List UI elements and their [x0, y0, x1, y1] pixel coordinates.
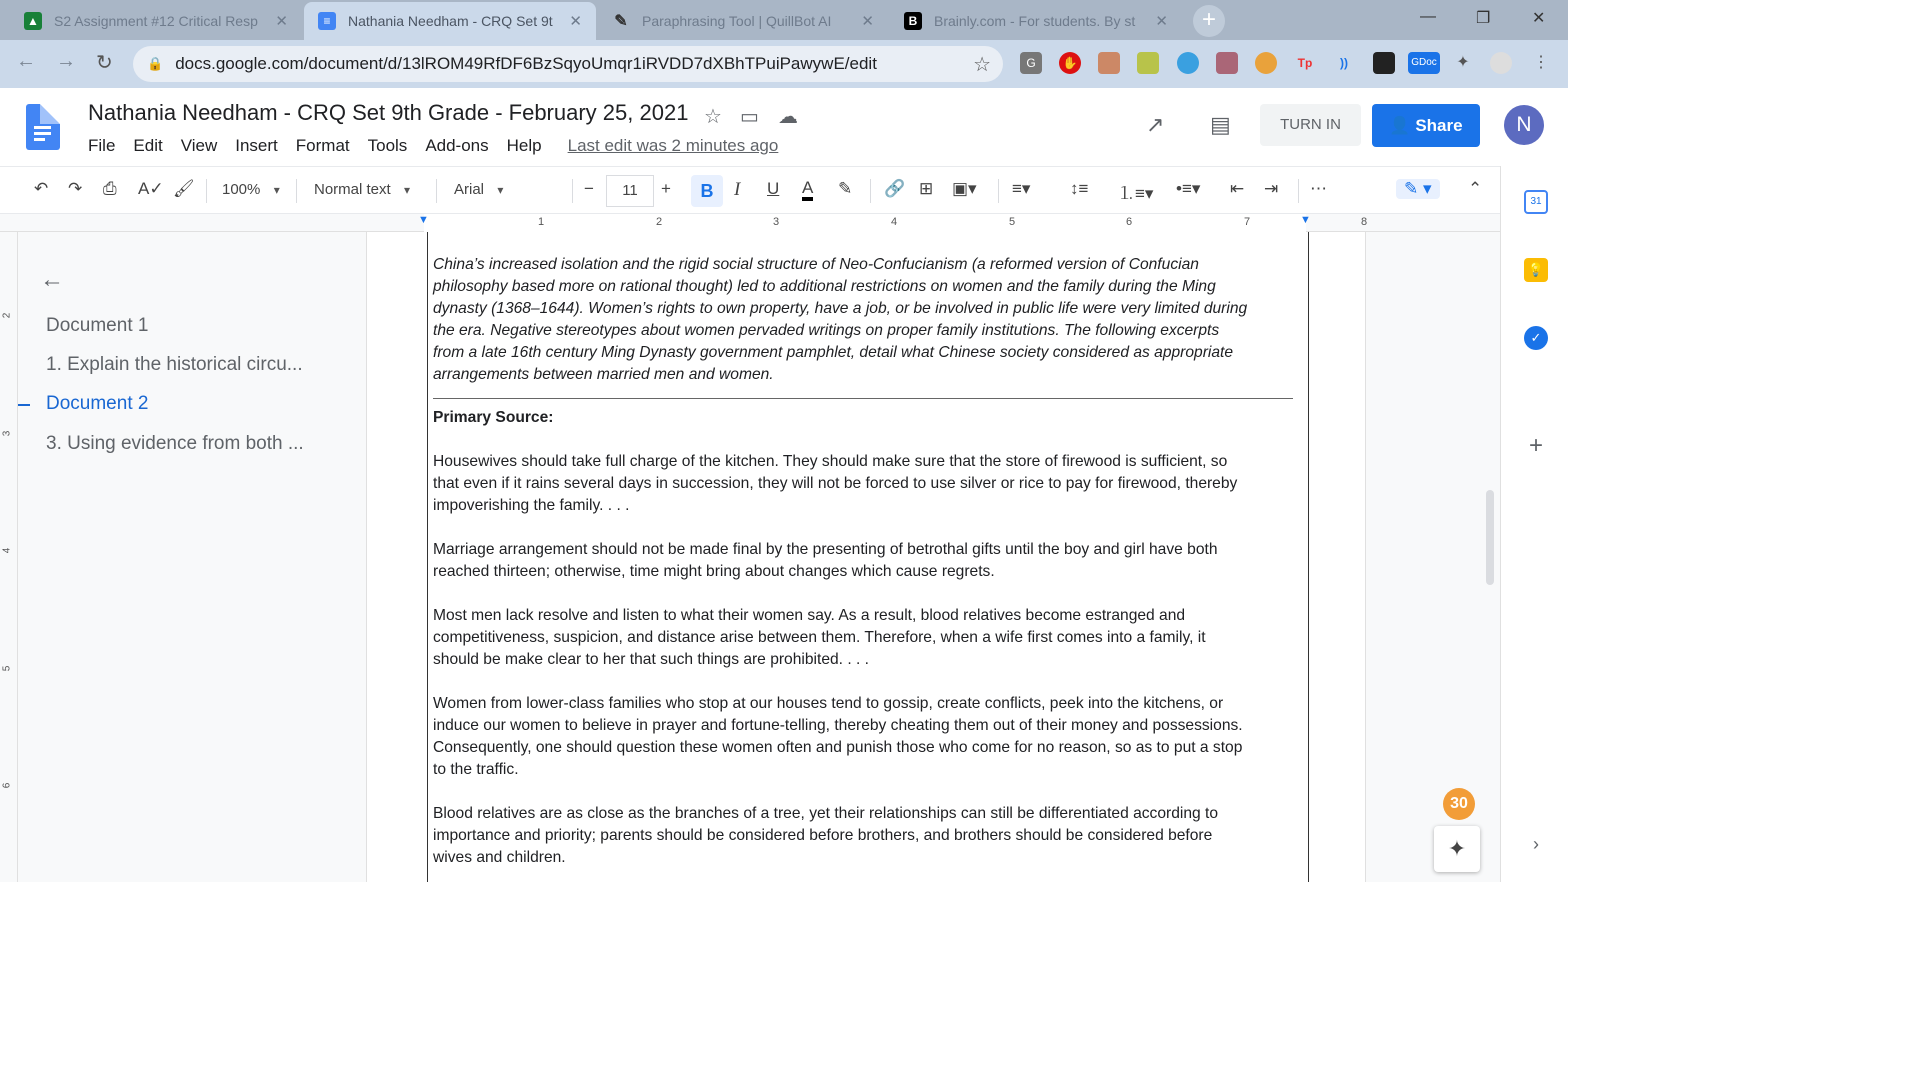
extension-gdoc-icon[interactable]: GDoc	[1408, 52, 1440, 74]
source-excerpts	[433, 429, 1313, 869]
underline-button[interactable]: U	[767, 179, 780, 198]
vertical-ruler[interactable]	[0, 232, 18, 882]
extension-stop-icon[interactable]: ✋	[1059, 52, 1081, 74]
new-tab-button[interactable]: +	[1193, 5, 1225, 37]
star-icon[interactable]: ☆	[704, 106, 722, 128]
extension-hardhat-icon[interactable]	[1255, 52, 1277, 74]
extension-plant-icon[interactable]	[1137, 52, 1159, 74]
cloud-status-icon[interactable]: ☁	[778, 106, 798, 128]
close-icon[interactable]: ✕	[569, 13, 582, 30]
address-bar-row	[0, 40, 1568, 88]
extension-wave-icon[interactable]: ))	[1340, 56, 1348, 70]
print-icon[interactable]: ⎙	[103, 179, 117, 198]
tab-docs[interactable]	[304, 2, 596, 40]
ruler-label: 7	[1244, 216, 1251, 228]
bold-button[interactable]: B	[691, 175, 723, 207]
extension-dark-icon[interactable]	[1373, 52, 1395, 74]
line-spacing-icon[interactable]: ↕≡	[1070, 179, 1089, 198]
menu-insert[interactable]: Insert	[235, 136, 278, 155]
outline-item-active[interactable]: Document 2	[46, 393, 149, 414]
side-panel	[1500, 166, 1568, 882]
lock-icon: 🔒	[147, 56, 164, 71]
italic-button[interactable]: I	[734, 179, 741, 200]
extension-cup-icon[interactable]	[1098, 52, 1120, 74]
tab-classroom[interactable]	[10, 2, 302, 40]
expand-panel-icon[interactable]: ›	[1533, 834, 1539, 854]
person-icon: 👤	[1389, 116, 1416, 135]
ruler-label: 5	[1, 665, 13, 672]
text-line: the era. Negative stereotypes about women pervaded writings on proper family institutions. The following excerpts	[433, 322, 1220, 339]
add-addon-icon[interactable]: +	[1528, 432, 1543, 459]
tab-brainly[interactable]	[890, 2, 1182, 40]
minimize-button[interactable]: —	[1420, 8, 1436, 25]
restore-button[interactable]: ❐	[1476, 10, 1491, 27]
tab-quillbot[interactable]	[598, 2, 888, 40]
paragraph	[433, 693, 1313, 781]
text-line: reached thirteen; otherwise, time might bring about changes which cause regrets.	[433, 563, 995, 580]
link-icon[interactable]: 🔗	[884, 179, 906, 198]
google-classroom-icon: ▲	[24, 12, 42, 30]
url-input[interactable]	[133, 46, 1003, 82]
back-icon[interactable]: ←	[16, 50, 36, 72]
bulleted-list-icon[interactable]: •≡▾	[1176, 179, 1201, 198]
text-line: Consequently, one should question these women often and punish those who come for no reason, so as to put a stop	[433, 739, 1243, 756]
numbered-list-icon[interactable]: ⒈≡▾	[1118, 184, 1154, 203]
tab-title: Brainly.com - For students. By st	[934, 13, 1136, 29]
vertical-scrollbar[interactable]	[1486, 490, 1494, 585]
paragraph	[433, 539, 1313, 583]
tab-title: S2 Assignment #12 Critical Resp	[54, 13, 258, 29]
text-line: Blood relatives are as close as the branches of a tree, yet their relationships can still be differentiated according to	[433, 805, 1219, 822]
last-edit-link[interactable]: Last edit was 2 minutes ago	[567, 136, 779, 155]
tab-title: Nathania Needham - CRQ Set 9t	[348, 13, 553, 29]
font-size-input[interactable]: 11	[606, 175, 654, 207]
right-indent-marker[interactable]: ▼	[1300, 214, 1311, 226]
spellcheck-icon[interactable]: A✓	[138, 179, 164, 198]
menu-tools[interactable]: Tools	[367, 136, 408, 155]
outline-item[interactable]: 1. Explain the historical circu...	[46, 354, 303, 375]
close-window-button[interactable]: ✕	[1532, 10, 1546, 27]
grammar-suggestions-badge[interactable]: 30	[1443, 788, 1475, 820]
account-avatar[interactable]: N	[1504, 105, 1544, 145]
text-line: from a late 16th century Ming Dynasty government pamphlet, detail what Chinese society considered as appropriate	[433, 344, 1234, 361]
text-line: China’s increased isolation and the rigid social structure of Neo-Confucianism (a reformed version of Confucian	[433, 256, 1199, 273]
document-outline	[18, 232, 366, 882]
document-title[interactable]: Nathania Needham - CRQ Set 9th Grade - February 25, 2021	[88, 100, 689, 125]
align-icon[interactable]: ≡▾	[1012, 179, 1031, 198]
docs-header	[0, 88, 1568, 166]
bookmark-star-icon[interactable]: ☆	[973, 53, 991, 76]
reload-icon[interactable]: ↻	[96, 52, 113, 74]
tab-title: Paraphrasing Tool | QuillBot AI	[642, 13, 832, 29]
increase-font-size-button[interactable]: +	[661, 179, 671, 198]
primary-source-heading: Primary Source:	[433, 409, 554, 426]
text-line: impoverishing the family. . . .	[433, 497, 630, 514]
keep-icon[interactable]: 💡	[1524, 258, 1548, 282]
ruler-label: 5	[1009, 216, 1016, 228]
increase-indent-icon[interactable]: ⇥	[1264, 179, 1279, 198]
brainly-icon: B	[904, 12, 922, 30]
menu-view[interactable]: View	[180, 136, 218, 155]
zoom-select[interactable]: 100% ▾	[222, 181, 280, 198]
text-line: wives and children.	[433, 849, 566, 866]
text-line: to the traffic.	[433, 761, 519, 778]
extension-g-icon[interactable]: G	[1020, 52, 1042, 74]
text-color-button[interactable]: A	[802, 179, 813, 201]
formatting-toolbar	[0, 166, 1500, 214]
extension-tp-icon[interactable]: Tp	[1297, 56, 1313, 70]
ruler-label: 2	[1, 312, 13, 319]
document-body[interactable]	[433, 254, 1313, 869]
profile-avatar[interactable]	[1490, 52, 1512, 74]
extensions-puzzle-icon[interactable]: ✦	[1456, 54, 1470, 71]
move-folder-icon[interactable]: ▭	[740, 106, 759, 128]
undo-icon[interactable]: ↶	[34, 179, 49, 198]
menu-edit[interactable]: Edit	[133, 136, 163, 155]
share-button[interactable]	[1372, 104, 1480, 147]
ruler-label: 4	[891, 216, 898, 228]
outline-item[interactable]: 3. Using evidence from both ...	[46, 433, 304, 454]
explore-button[interactable]: ✦	[1434, 826, 1480, 872]
menu-file[interactable]: File	[88, 136, 116, 155]
horizontal-ruler[interactable]	[0, 214, 1500, 232]
comments-icon[interactable]: ▤	[1210, 112, 1231, 137]
close-icon[interactable]: ✕	[275, 13, 288, 30]
close-icon[interactable]: ✕	[861, 13, 874, 30]
google-docs-icon: ≡	[318, 12, 336, 30]
text-line: that even if it rains several days in succession, they will not be forced to use silver or rice to pay for firewood, thereby	[433, 475, 1238, 492]
text-line: Housewives should take full charge of the kitchen. They should make sure that the store of firewood is sufficient, so	[433, 453, 1228, 470]
paragraph	[433, 451, 1313, 517]
paragraph	[433, 803, 1313, 869]
left-indent-marker[interactable]: ▼	[418, 214, 429, 226]
text-line: importance and priority; parents should be considered before brothers, and brothers should be considered before	[433, 827, 1213, 844]
text-line: Women from lower-class families who stop at our houses tend to gossip, create conflicts, peek into the kitchens, or	[433, 695, 1224, 712]
menu-help[interactable]: Help	[506, 136, 542, 155]
insert-image-icon[interactable]: ▣▾	[952, 179, 977, 198]
ruler-label: 8	[1361, 216, 1368, 228]
text-line: philosophy based more on rational thought) led to additional restrictions on women and the family during the Ming	[433, 278, 1216, 295]
document-canvas	[366, 232, 1500, 882]
ruler-label: 3	[1, 430, 13, 437]
quill-icon: ✎	[614, 13, 628, 30]
text-line: should be make clear to her that such things are prohibited. . . .	[433, 651, 870, 668]
browser-menu-icon[interactable]: ⋮	[1533, 54, 1549, 71]
forward-icon[interactable]: →	[56, 50, 76, 72]
highlight-icon[interactable]: ✎	[838, 179, 853, 198]
tab-bar	[0, 0, 1568, 40]
redo-icon[interactable]: ↷	[68, 179, 83, 198]
tasks-icon[interactable]: ✓	[1524, 326, 1548, 350]
paragraph	[433, 605, 1313, 671]
text-line: dynasty (1368–1644). Women’s rights to own property, have a job, or be involved in public life were very limited during	[433, 300, 1248, 317]
back-arrow-icon[interactable]: ←	[40, 266, 64, 293]
text-line: competitiveness, suspicion, and distance arise between them. Therefore, when a wife first comes into a family, it	[433, 629, 1206, 646]
close-icon[interactable]: ✕	[1155, 13, 1168, 30]
text-line: Marriage arrangement should not be made final by the presenting of betrothal gifts until the boy and girl have both	[433, 541, 1218, 558]
font-select[interactable]: Arial ▾	[454, 181, 564, 198]
menu-bar	[88, 136, 796, 156]
collapse-menus-icon[interactable]: ⌃	[1468, 179, 1483, 198]
ruler-label: 3	[773, 216, 780, 228]
extension-glasses-icon[interactable]	[1216, 52, 1238, 74]
ruler-label: 2	[656, 216, 663, 228]
ruler-label: 4	[1, 547, 13, 554]
menu-format[interactable]: Format	[295, 136, 350, 155]
paint-format-icon[interactable]: 🖌	[173, 179, 195, 198]
add-comment-icon[interactable]: ⊞	[919, 179, 934, 198]
decrease-font-size-button[interactable]: −	[584, 179, 594, 198]
text-line: Most men lack resolve and listen to what their women say. As a result, blood relatives become estranged and	[433, 607, 1186, 624]
ruler-label: 6	[1126, 216, 1133, 228]
intro-paragraph	[433, 254, 1313, 386]
style-select[interactable]: Normal text ▾	[314, 181, 410, 198]
text-line: induce our women to believe in prayer and fortune-telling, thereby cheating them out of their money and possessions.	[433, 717, 1243, 734]
decrease-indent-icon[interactable]: ⇤	[1230, 179, 1245, 198]
activity-trend-icon[interactable]: ↗	[1146, 112, 1165, 137]
url-text: docs.google.com/document/d/13lROM49RfDF6BzSqyoUmqr1iRVDD7dXBhTPuiPawywE/edit	[175, 54, 877, 73]
calendar-icon[interactable]: 31	[1524, 190, 1548, 214]
divider	[433, 398, 1293, 399]
menu-addons[interactable]: Add-ons	[425, 136, 489, 155]
outline-item[interactable]: Document 1	[46, 315, 149, 336]
text-line: arrangements between married men and women.	[433, 366, 774, 383]
extension-face-icon[interactable]	[1177, 52, 1199, 74]
ruler-label: 1	[538, 216, 545, 228]
ruler-label: 6	[1, 782, 13, 789]
more-icon[interactable]: ⋯	[1310, 179, 1327, 198]
editing-mode-icon[interactable]: ✎ ▾	[1396, 179, 1440, 199]
google-docs-logo[interactable]	[26, 104, 60, 150]
turn-in-button[interactable]: TURN IN	[1260, 104, 1361, 146]
share-label: Share	[1415, 116, 1463, 135]
